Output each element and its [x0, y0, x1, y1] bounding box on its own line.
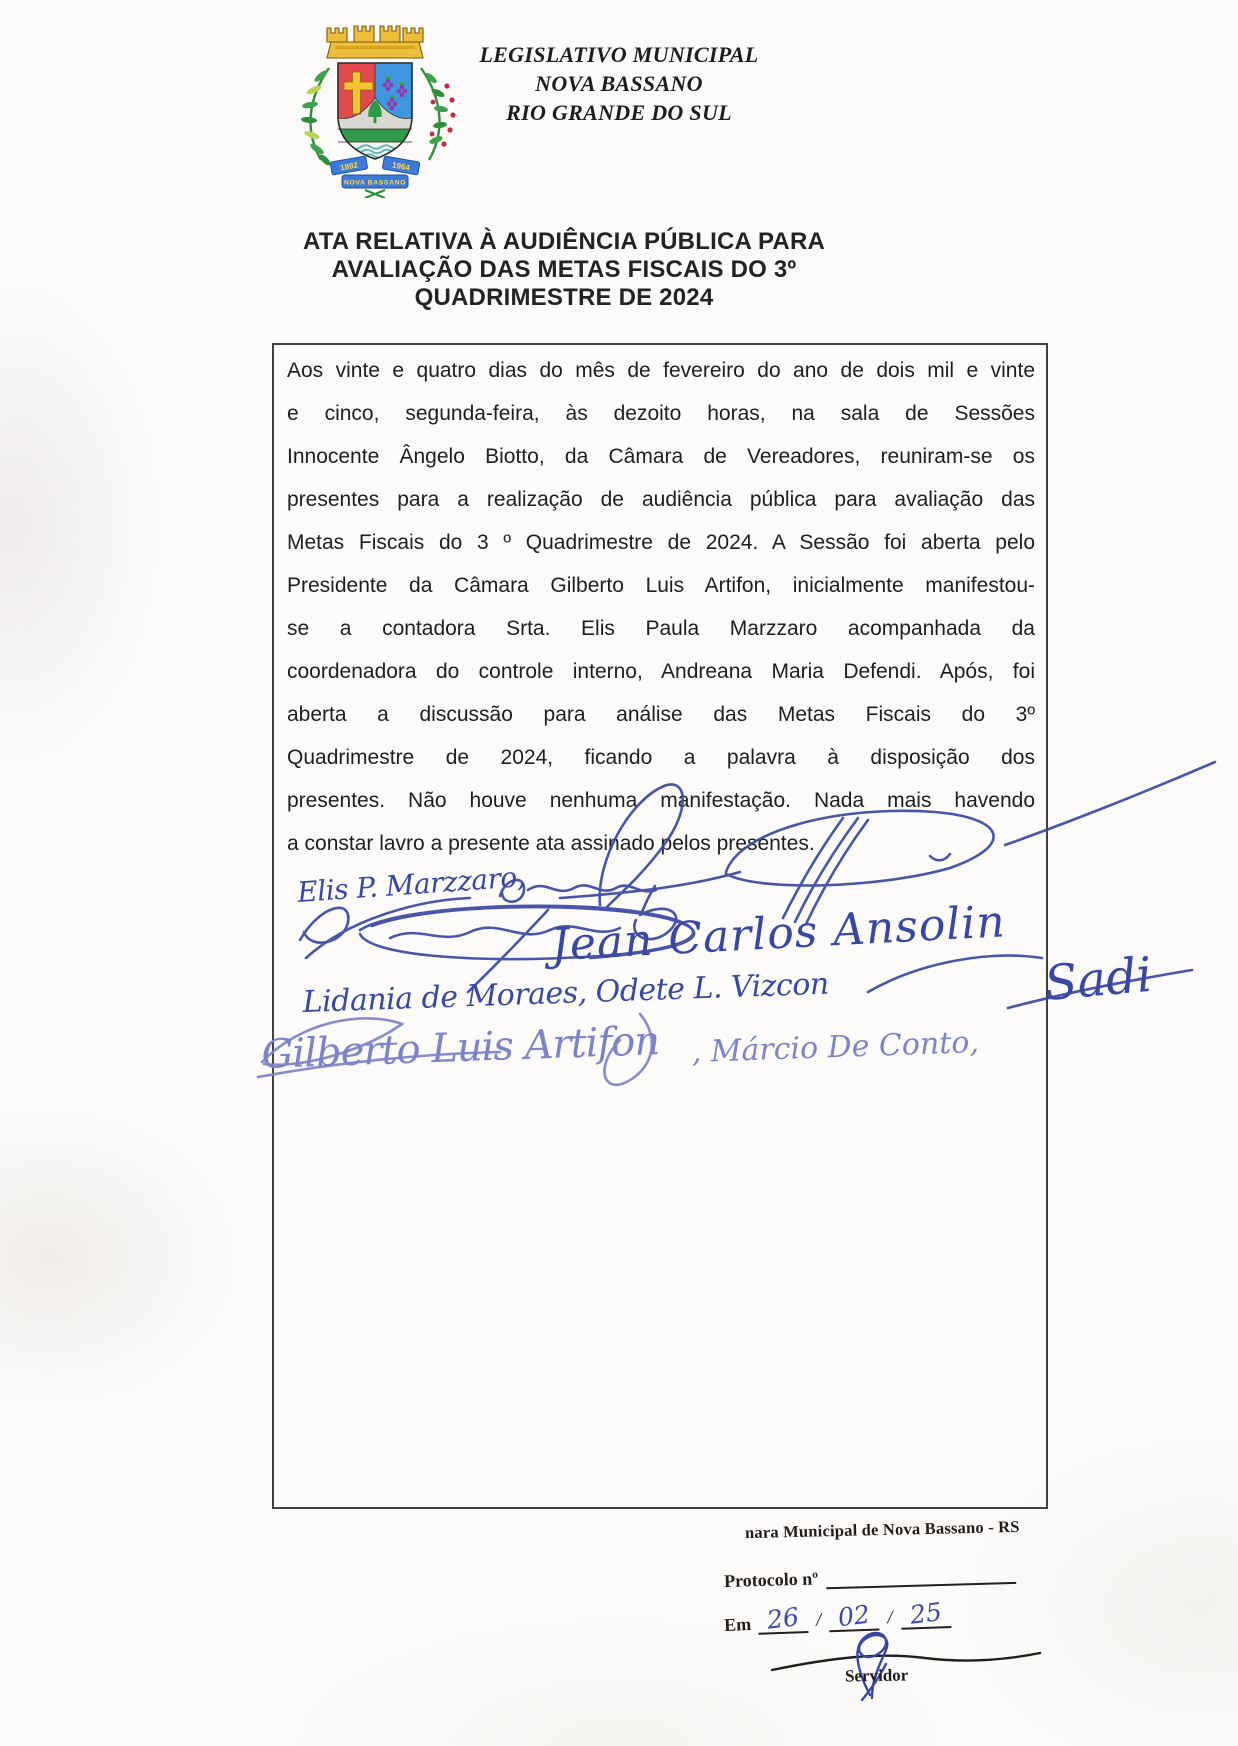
date-separator: /	[886, 1607, 893, 1629]
minutes-body-text	[287, 349, 1035, 865]
title-line: QUADRIMESTRE DE 2024	[414, 284, 714, 311]
stamp-protocol-row	[724, 1562, 1017, 1592]
date-year-slot	[900, 1597, 951, 1630]
minutes-text-box	[272, 343, 1048, 1509]
stamp-office-line: nara Municipal de Nova Bassano - RS	[744, 1516, 1020, 1543]
body-line: coordenadora do controle interno, Andreana Maria Defendi. Após, foi	[287, 660, 1035, 683]
date-separator: /	[815, 1609, 822, 1631]
body-line: aberta a discussão para análise das Metas Fiscais do 3º	[287, 703, 1035, 726]
body-line: Metas Fiscais do 3 º Quadrimestre de 2024. A Sessão foi aberta pelo	[287, 531, 1035, 554]
org-header-line3: RIO GRANDE DO SUL	[506, 100, 732, 125]
ribbon-year-left: 1892	[339, 160, 359, 173]
title-line: AVALIAÇÃO DAS METAS FISCAIS DO 3º	[331, 256, 797, 283]
date-day-slot	[758, 1602, 809, 1635]
org-header	[0, 40, 1238, 127]
document-title	[0, 228, 1128, 312]
body-line: Presidente da Câmara Gilberto Luis Artifon, inicialmente manifestou-	[287, 574, 1035, 597]
signature-sadi: Sadi	[1042, 946, 1155, 1012]
handwritten-day: 26	[765, 1602, 801, 1635]
crossed-stems-icon	[365, 190, 385, 198]
ribbon-year-right: 1964	[391, 160, 411, 173]
body-line: presentes. Não houve nenhuma manifestação. Nada mais havendo	[287, 789, 1035, 812]
signature-gilberto-artifon: Gilberto Luis Artifon	[260, 1018, 660, 1078]
servidor-label: Servidor	[844, 1665, 909, 1686]
ribbon-town-name: NOVA BASSANO	[344, 179, 406, 187]
ribbon-banners	[330, 156, 420, 198]
signature-lidania-odete: Lidania de Moraes, Odete L. Vizcon	[302, 966, 830, 1020]
protocol-label: Protocolo nº	[723, 1568, 819, 1592]
date-label: Em	[723, 1614, 752, 1635]
date-month-slot	[829, 1599, 880, 1633]
signature-elis-marzzaro: Elis P. Marzzaro,	[296, 860, 527, 909]
body-line: a constar lavro a presente ata assinado pelos presentes.	[287, 832, 815, 855]
body-line: Innocente Ângelo Biotto, da Câmara de Vereadores, reuniram-se os	[287, 445, 1035, 468]
signature-marcio-de-conto: , Márcio De Conto,	[691, 1024, 980, 1070]
stamp-date-row	[723, 1597, 951, 1636]
protocol-blank-line	[826, 1562, 1016, 1589]
handwritten-year: 25	[907, 1597, 943, 1630]
signature-jean-carlos-ansolin: Jean Carlos Ansolin	[549, 896, 1007, 971]
body-line: se a contadora Srta. Elis Paula Marzzaro acompanhada da	[287, 617, 1035, 640]
body-line: Quadrimestre de 2024, ficando a palavra à disposição dos	[287, 746, 1035, 769]
org-header-line2: NOVA BASSANO	[535, 71, 703, 96]
handwritten-month: 02	[836, 1599, 872, 1633]
body-line: e cinco, segunda-feira, às dezoito horas, na sala de Sessões	[287, 402, 1035, 425]
body-line: Aos vinte e quatro dias do mês de fevereiro do ano de dois mil e vinte	[287, 359, 1035, 382]
title-line: ATA RELATIVA À AUDIÊNCIA PÚBLICA PARA	[302, 228, 826, 255]
org-header-line1: LEGISLATIVO MUNICIPAL	[479, 42, 759, 67]
body-line: presentes para a realização de audiência pública para avaliação das	[287, 488, 1035, 511]
